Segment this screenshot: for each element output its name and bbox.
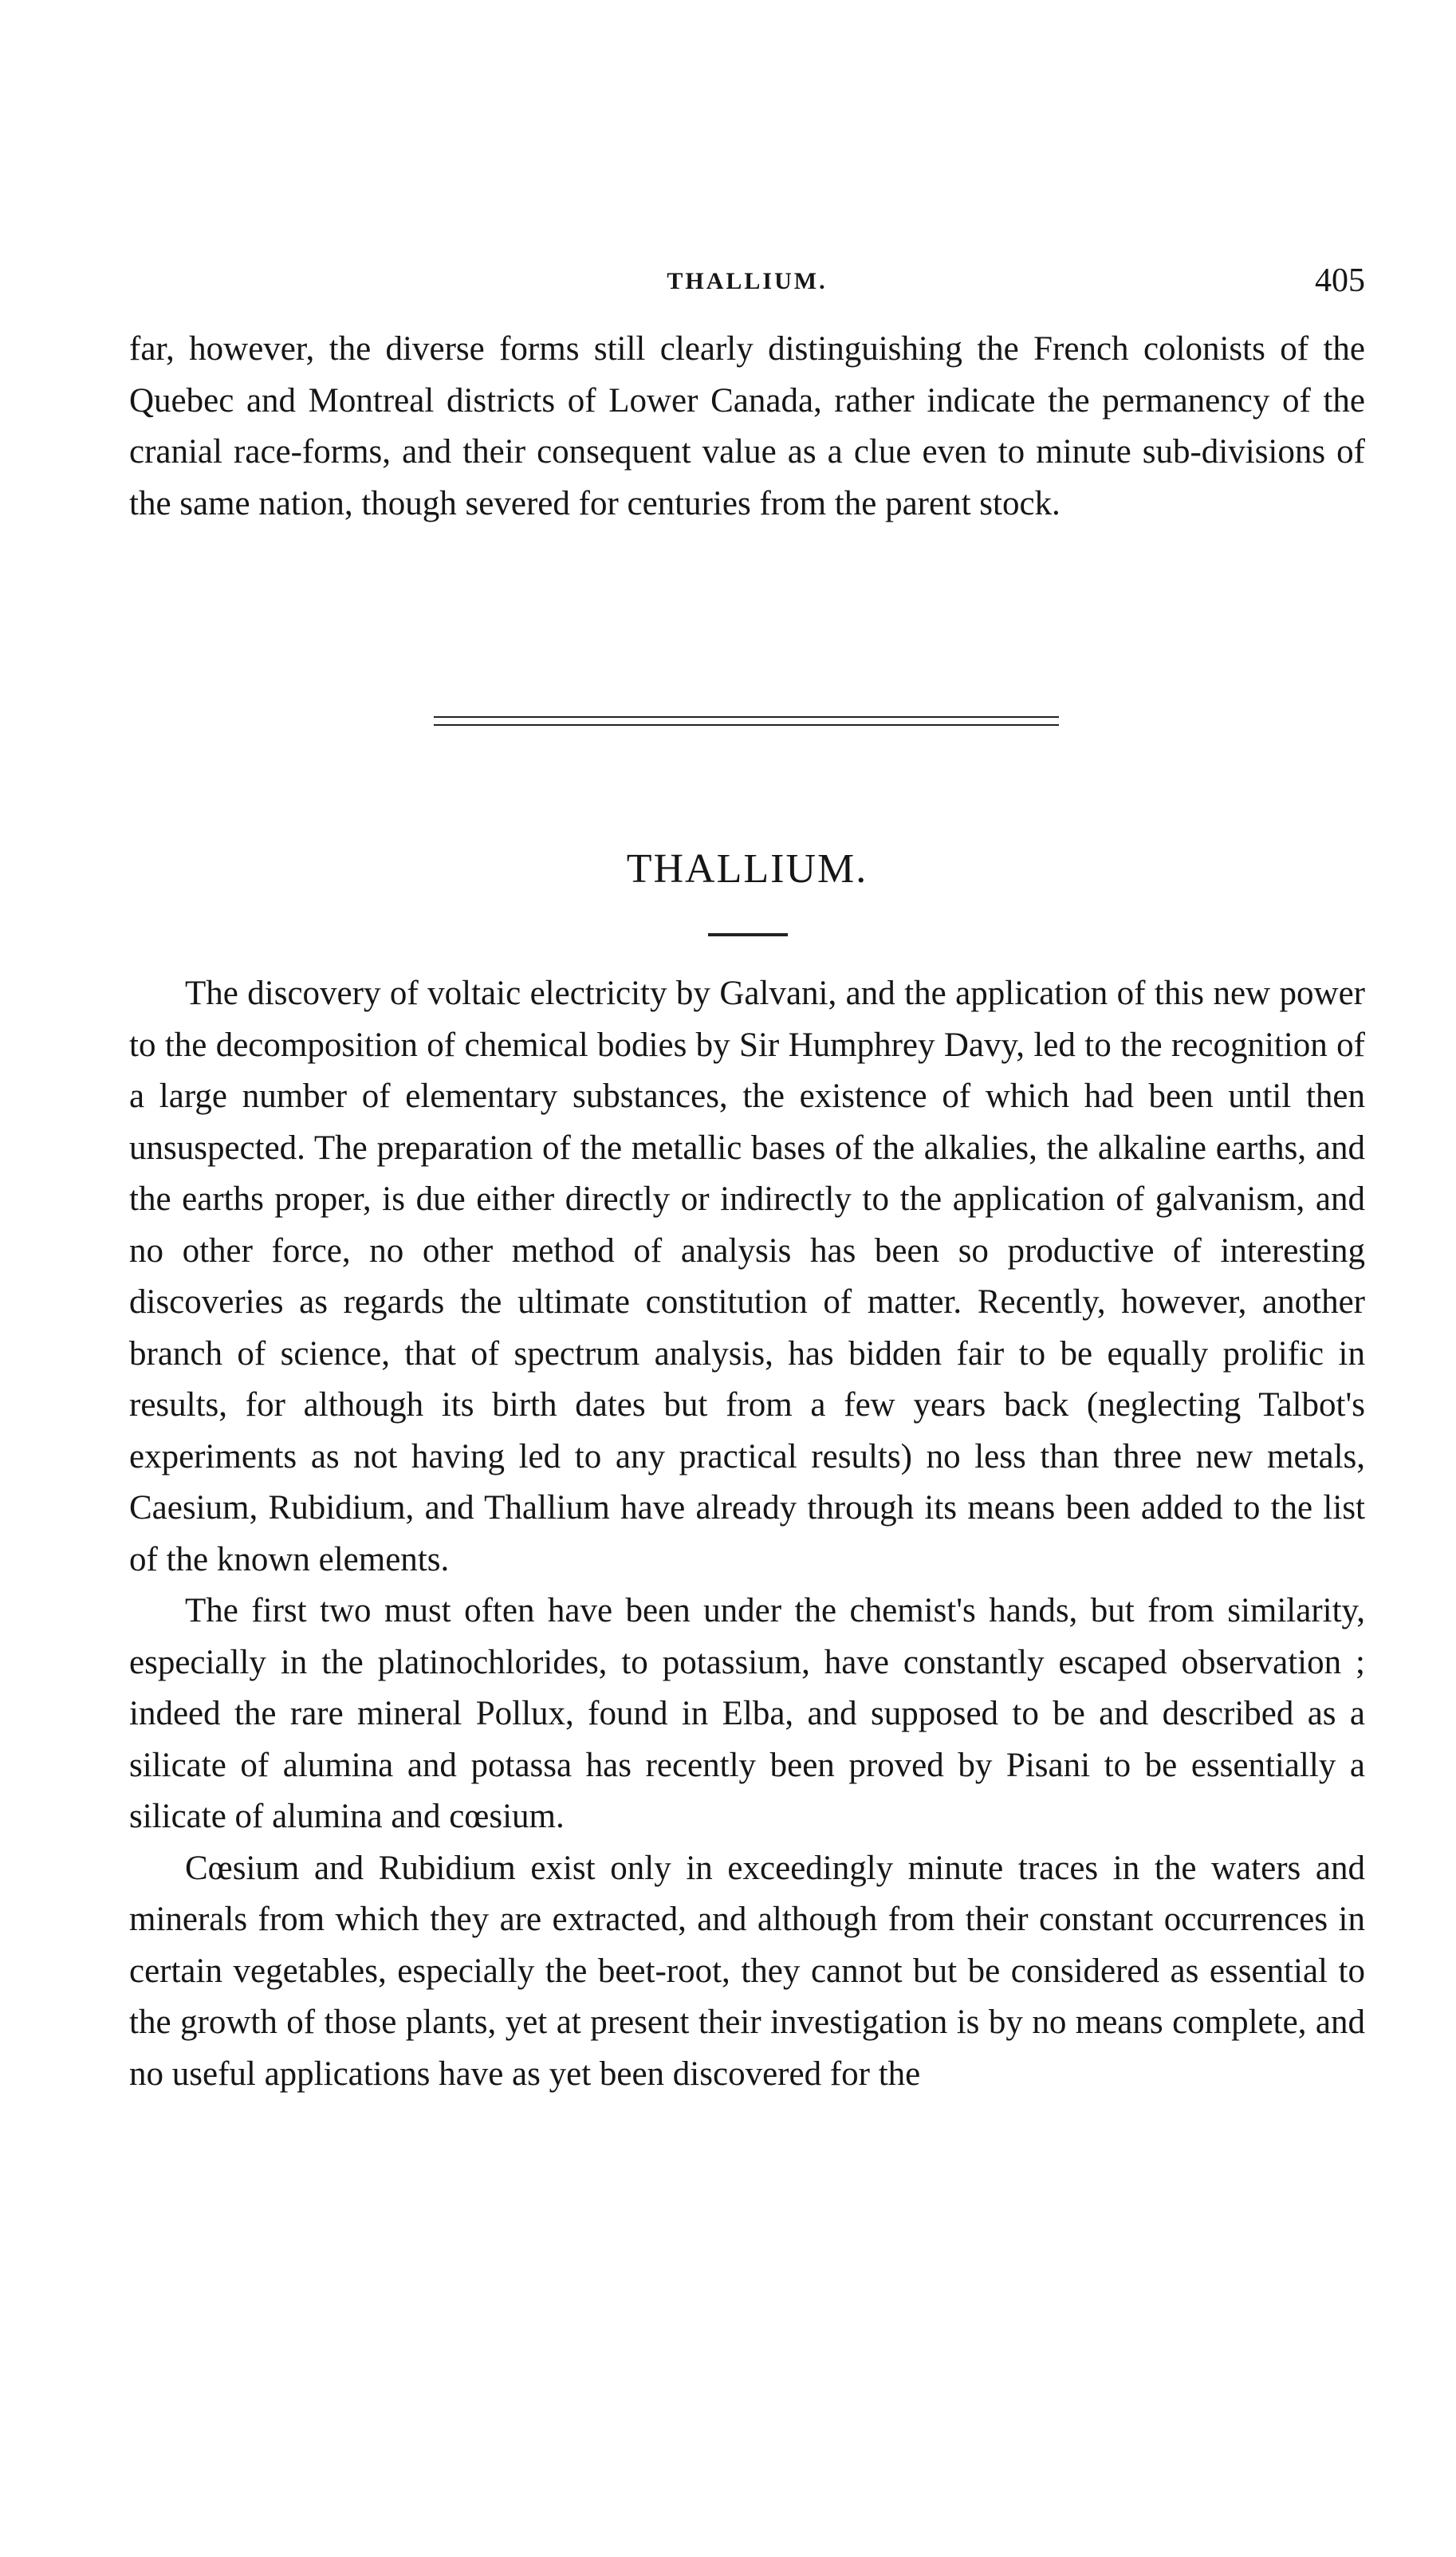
running-head	[129, 262, 1365, 309]
divider-line-bottom	[434, 724, 1059, 726]
paragraph-3: Cœsium and Rubidium exist only in exceedingly minute traces in the waters and minerals from which they are extracted, and although from their constant occurrences in certain vegetables, especially the beet-root, they cannot but be considered as essential to the growth of those plants, yet at present their investigation is by no means complete, and no useful applications have as yet been discovered for the	[129, 1849, 1365, 2093]
carry-over-paragraph: far, however, the diverse forms still clearly distinguishing the French colonists of the Quebec and Montreal districts of Lower Canada, rather indicate the permanency of the cranial race-forms, and their consequent value as a clue even to minute sub-divisions of the same nation, though severed for centuries from the parent stock.	[129, 330, 1365, 522]
heading-underline-rule	[708, 933, 788, 936]
divider-line-top	[434, 716, 1059, 718]
page-number: 405	[1315, 262, 1365, 299]
paragraph-2: The first two must often have been under the chemist's hands, but from similarity, especially in the platinochlorides, to potassium, have constantly escaped observation ; indeed the rare mineral Pollux, found in Elba, and supposed to be and described as a silicate of alumina and potassa has recently been proved by Pisani to be essentially a silicate of alumina and cœsium.	[129, 1592, 1365, 1835]
paragraph-1: The discovery of voltaic electricity by Galvani, and the application of this new power to the decomposition of chemical bodies by Sir Humphrey Davy, led to the recognition of a large number of elementary substances, the existence of which had been until then unsuspected. The preparation of the metallic bases of the alkalies, the alkaline earths, and the earths proper, is due either directly or indirectly to the application of galvanism, and no other force, no other method of analysis has been so productive of interesting discoveries as regards the ultimate constitution of matter. Recently, however, another branch of science, that of spectrum analysis, has bidden fair to be equally prolific in results, for although its birth dates but from a few years back (neglecting Talbot's experiments as not having led to any practical results) no less than three new metals, Caesium, Rubidium, and Thallium have already through its means been added to the list of the known elements.	[129, 975, 1365, 1578]
section-body	[129, 968, 1365, 2100]
carry-over-text	[129, 324, 1365, 530]
section-heading: THALLIUM.	[626, 846, 868, 892]
running-head-title: THALLIUM.	[667, 268, 828, 294]
section-divider	[434, 715, 1059, 729]
